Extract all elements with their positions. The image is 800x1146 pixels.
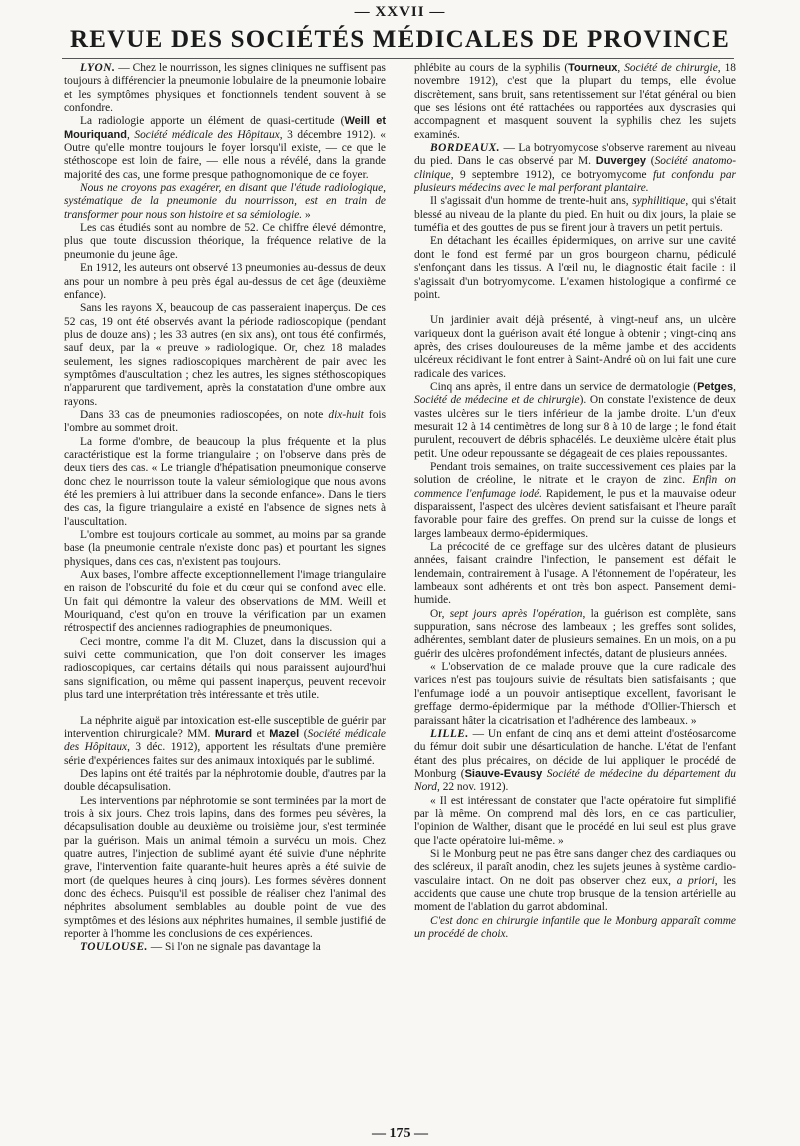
- paragraph: La forme d'ombre, de beaucoup la plus fréquente et la plus caractéristique est la forme triangulaire ; on l'observe dans près de deux tiers des cas. « Le triangle d'hépatisation pneumonique conserve donc chez le nourrisson toute la valeur sémiologique que nous avons été les premiers à lui attribuer dans la seconde enfance». Dans le tiers des cas, la figure triangulaire a existé en l'absence de signes nets à l'auscultation.: [64, 435, 386, 528]
- paragraph: Il s'agissait d'un homme de trente-huit ans, syphilitique, qui s'était blessé au niveau de la plante du pied. En huit ou dix jours, la plaie se tuméfia et des gouttes de pus se firent jour à travers un petit pertuis.: [414, 195, 736, 235]
- paragraph: Des lapins ont été traités par la néphrotomie double, d'autres par la double décapsulisation.: [64, 767, 386, 794]
- society-name: Société de médecine et de chirurgie: [414, 394, 580, 407]
- city-heading-bordeaux: BORDEAUX.: [430, 142, 501, 155]
- paragraph: L'ombre est toujours corticale au sommet, au moins par sa grande base (la pneumonie centrale n'existe donc pas) et pourtant les signes physiques, dans ces cas, n'existent pas toujours.: [64, 529, 386, 568]
- society-name: Société médicale des Hôpitaux: [64, 727, 386, 754]
- paragraph: Aux bases, l'ombre affecte exceptionnellement l'image triangulaire en raison de l'obscurité du foie et du cœur qui se confond avec elle. Un fait qui démontre la valeur des observations de MM. Weill et Mouriquand, c'est qu'on en trouve la vérification par un examen rétrospectif des anciennes radiographies de pneumoniques.: [64, 569, 386, 635]
- paragraph: Les interventions par néphrotomie se sont terminées par la mort de trois à six jours. Chez trois lapins, dans des formes peu sévères, la décapsulisation double au deuxième ou troisième jour, s'est terminée par la guérison. Mais un animal témoin a survécu un mois. Chez quatre autres, l'injection de sublimé ayant été suivie d'une néphrite grave, l'intervention faite quarante-huit heures après a été suivie de mort (de quelques heures à cinq jours). Les formes sévères donnent donc des échecs. Puisqu'il est possible de réaliser chez l'animal des néphrites absolument semblables au double point de vue des symptômes et des lésions aux néphrites humaines, il semble justifié de reporter à l'homme les conclusions de ces expériences.: [64, 794, 386, 940]
- roman-page-number: — XXVII —: [354, 4, 446, 20]
- paragraph: En détachant les écailles épidermiques, on arrive sur une cavité dont le fond est fermé par un gros bourgeon charnu, pédiculé s'enfonçant dans les tissus. A l'œil nu, le diagnostic était facile : il s'agissait d'un botryomycome. L'examen histologique a confirmé ce point.: [414, 235, 736, 301]
- italic-conclusion: C'est donc en chirurgie infantile que le Monburg apparaît comme un procédé de choix.: [414, 914, 736, 940]
- paragraph: Dans 33 cas de pneumonies radioscopées, on note dix-huit fois l'ombre au sommet droit.: [64, 408, 387, 435]
- paragraph: Les cas étudiés sont au nombre de 52. Ce chiffre élevé démontre, plus que toute discussion théorique, la fréquence relative de la pneumonie du jeune âge.: [64, 222, 386, 261]
- paragraph: Ceci montre, comme l'a dit M. Cluzet, dans la discussion qui a suivi cette communication, que l'on doit conserver les images radioscopiques, car certains détails qui nous paraissent aujourd'hui sans signification, ou même qui passent inaperçus, peuvent recevoir plus tard une interprétation très intéressante et très utile.: [64, 635, 386, 702]
- city-heading-lille: LILLE.: [430, 727, 469, 740]
- paragraph-bordeaux: BORDEAUX. — La botryomycose s'observe rarement au niveau du pied. Dans le cas observé par M. Duvergey (Société anatomo-clinique, 9 septembre 1912), ce botryomycome fut confondu par plusieurs médecins avec le mal perforant plantaire.: [414, 142, 736, 195]
- city-heading-lyon: LYON.: [80, 62, 116, 74]
- italic-quote: Nous ne croyons pas exagérer, en disant que l'étude radiologique, systématique de la pneumonie du nourrisson, est en train de transformer pour nous son histoire et sa sémiologie. »: [64, 182, 386, 221]
- paragraph: Si le Monburg peut ne pas être sans danger chez des cardiaques ou des scléreux, il paraît anodin, chez les sujets jeunes à système cardio-vasculaire intact. On ne doit pas observer chez eux, a priori, les accidents que cause une chute trop brusque de la tension artérielle au moment de l'ablation du garrot abdominal.: [414, 847, 736, 914]
- paragraph: Or, sept jours après l'opération, la guérison est complète, sans suppuration, sans nécrose des lambeaux ; les greffes sont solides, adhérentes, semblant dater de plusieurs semaines. En un mois, on a pu guérir des ulcères profondément infectés, datant de plusieurs années.: [414, 607, 736, 660]
- society-name: Société de médecine du département du Nord: [414, 767, 736, 794]
- author-names: Duvergey: [595, 155, 646, 168]
- city-heading-toulouse: TOULOUSE.: [80, 941, 148, 954]
- paragraph-nephrite: La néphrite aiguë par intoxication est-elle susceptible de guérir par intervention chirurgicale? MM. Murard et Mazel (Société médicale des Hôpitaux, 3 déc. 1912), apportent les résultats d'une première série d'expériences faites sur des animaux intoxiqués par le sublimé.: [64, 714, 386, 767]
- author-names: Petges: [697, 380, 734, 393]
- author-names: Siauve-Evausy: [464, 767, 543, 780]
- paragraph: Cinq ans après, il entre dans un service de dermatologie (Petges, Société de médecine et de chirurgie). On constate l'existence de deux vastes ulcères sur le tiers inférieur de la jambe droite. L'un d'eux mesurait 12 à 14 centimètres de long sur 8 à 10 de large ; le fond était purulent, recouvert de débris sphacélés. Le deuxième ulcère était plus petit. Une odeur repoussante se dégageait de ces plaies repoussantes.: [414, 380, 736, 460]
- paragraph: « L'observation de ce malade prouve que la cure radicale des varices n'est pas toujours suivie de résultats bien satisfaisants ; que l'enfumage iodé a un pouvoir antiseptique excellent, favorisant le greffage dermo-épidermique par la méthode d'Ollier-Thiersch et paraissant hâter la cicatrisation et l'adhérence des lambeaux. »: [414, 661, 736, 727]
- section-title: REVUE DES SOCIÉTÉS MÉDICALES DE PROVINCE: [70, 26, 730, 53]
- author-names: Weill et Mouriquand: [64, 115, 386, 141]
- author-names: Mazel: [269, 727, 300, 740]
- title-rule: [62, 58, 734, 59]
- paragraph: En 1912, les auteurs ont observé 13 pneumonies au-dessus de deux ans pour un nombre à peu près égal au-dessus de cet âge (deuxième enfance).: [64, 262, 386, 301]
- left-column: [64, 62, 386, 955]
- society-name: Société anatomo-clinique: [414, 155, 736, 181]
- paragraph: Sans les rayons X, beaucoup de cas passeraient inaperçus. De ces 52 cas, 19 ont été observés avant la période radioscopique (pendant plus de douze ans) ; les 33 autres (en six ans), ont tous été confirmés, sauf deux, par la « preuve » radiologique. Or, chez 18 malades seulement, les signes radioscopiques marchèrent de pair avec les symptômes d'auscultation ; chez les autres, les signes stéthoscopiques n'apparurent que tardivement, après la constatation d'une ombre aux rayons.: [64, 302, 386, 408]
- paragraph: phlébite au cours de la syphilis (Tourneux, Société de chirurgie, 18 novembre 1912), c'est que la plupart du temps, elle évolue discrètement, sans bruit, sans retentissement sur l'état général ou bien que ses lésions ont été rattachées ou rapportées aux dyscrasies qui accompagnent et masquent souvent la syphilis chez les sujets examinés.: [414, 62, 736, 141]
- page-number: — 175 —: [372, 1126, 428, 1141]
- paragraph: « Il est intéressant de constater que l'acte opératoire fut simplifié par là même. On comprend mal dès lors, en ce cas particulier, l'opinion de Walther, disant que le procédé en lui seul est plus grave que l'acte opératoire lui-même. »: [414, 794, 736, 847]
- paragraph: La radiologie apporte un élément de quasi-certitude (Weill et Mouriquand, Société médicale des Hôpitaux, 3 décembre 1912). « Outre qu'elle montre toujours le foyer lorsqu'il existe, — ce que le stéthoscope est loin de faire, — elle nous a révélé, dans la grande majorité des cas, une forme presque pathognomonique de ce foyer.: [64, 115, 386, 181]
- paragraph: Un jardinier avait déjà présenté, à vingt-neuf ans, un ulcère variqueux dont la guérison avait été longue à obtenir ; vingt-cinq ans après, des crises douloureuses de la même jambe et des accidents ulcéreux récidivant le font entrer à Saint-André où on lui fait une cure radicale des varices.: [414, 314, 736, 380]
- paragraph-lyon-intro: LYON. — Chez le nourrisson, les signes cliniques ne suffisent pas toujours à différencier la pneumonie lobulaire de la pneumonie lobaire et les symptômes physiques et fonctionnels tendent souvent à se confondre.: [64, 62, 386, 115]
- right-column: [414, 62, 736, 941]
- author-names: Tourneux: [568, 62, 618, 74]
- society-name: Société de chirurgie: [624, 62, 718, 74]
- society-name: Société médicale des Hôpitaux: [134, 128, 280, 141]
- paragraph-toulouse: TOULOUSE. — Si l'on ne signale pas davantage la: [80, 941, 321, 954]
- author-names: Murard: [214, 727, 253, 740]
- paragraph-lille: LILLE. — Un enfant de cinq ans et demi atteint d'ostéosarcome du fémur doit subir une désarticulation de hanche. L'état de l'enfant étant des plus précaires, on décide de lui appliquer le procédé de Monburg (Siauve-Evausy Société de médecine du département du Nord, 22 nov. 1912).: [414, 727, 736, 794]
- paragraph: La précocité de ce greffage sur des ulcères datant de plusieurs années, faisant craindre l'infection, le pansement est défait le lendemain, contrairement à l'usage. A l'étonnement de l'opérateur, les lambeaux sont adhérents et ont très bon aspect. Pansement demi-humide.: [414, 541, 736, 607]
- paragraph: Pendant trois semaines, on traite successivement ces plaies par la solution de créoline, le nitrate et le crayon de zinc. Enfin on commence l'enfumage iodé. Rapidement, le pus et la mauvaise odeur disparaissent, l'aspect des ulcères devient satisfaisant et l'heure paraît favorable pour faire des greffes. On prend sur la cuisse de longs et larges lambeaux dermo-épidermiques.: [414, 460, 737, 540]
